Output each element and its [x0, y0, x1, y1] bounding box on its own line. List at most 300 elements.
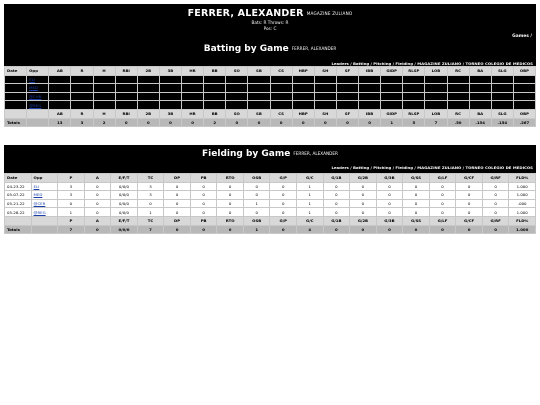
fielding-cell: 0: [58, 199, 85, 208]
fielding-total-cell: 0/0/0: [111, 225, 138, 234]
batting-header-row: [5, 67, 536, 76]
fielding-title: Fielding by Game: [202, 149, 291, 159]
batting-cell: 0: [137, 101, 159, 110]
batting-cell: 0: [314, 84, 336, 93]
batting-cell: [27, 75, 49, 84]
fielding-cell: 0: [84, 191, 111, 200]
batting-cell: .000: [513, 92, 535, 101]
fielding-cell: [31, 199, 58, 208]
fielding-total-cell: 7: [137, 225, 164, 234]
batting-cell: 0: [359, 92, 381, 101]
batting-cell: 0: [115, 101, 137, 110]
batting-cell: 0: [182, 75, 204, 84]
fielding-total-cell: 0: [376, 225, 403, 234]
batting-cell: .500: [491, 75, 513, 84]
fielding-col-header[interactable]: P: [58, 174, 85, 183]
batting-cell: 0: [93, 101, 115, 110]
batting-totals-col-header: CS: [270, 109, 292, 118]
batting-cell: 0: [270, 101, 292, 110]
batting-totals-col-header: RLSP: [403, 109, 425, 118]
batting-cell: 0: [115, 75, 137, 84]
player-name: FERRER, ALEXANDER: [187, 8, 304, 19]
opponent-link[interactable]: MED: [29, 85, 38, 91]
batting-total-cell: 0: [359, 118, 381, 127]
position: Pos: C: [263, 26, 277, 31]
fielding-cell: 1: [243, 199, 270, 208]
batting-cell: 0: [159, 84, 181, 93]
opponent-link[interactable]: MED: [33, 192, 43, 198]
fielding-col-header[interactable]: OSB: [243, 174, 270, 183]
fielding-totals-header-row: [5, 216, 536, 225]
fielding-section: [4, 145, 536, 234]
batting-totals-col-header: RC: [447, 109, 469, 118]
batting-cell: 0: [248, 92, 270, 101]
batting-cell: 0: [226, 101, 248, 110]
batting-totals-col-header: GIDP: [381, 109, 403, 118]
fielding-total-cell: 4: [297, 225, 324, 234]
batting-cell: 0: [336, 92, 358, 101]
batting-cell: .00: [447, 84, 469, 93]
batting-cell: 2: [93, 75, 115, 84]
batting-cell: 0: [137, 92, 159, 101]
batting-totals-col-header: RBI: [115, 109, 137, 118]
batting-col-header[interactable]: Opp: [27, 67, 49, 76]
fielding-total-cell: Totals: [5, 225, 32, 234]
batting-cell: 1: [204, 101, 226, 110]
batting-col-header[interactable]: 3B: [159, 67, 181, 76]
fielding-cell: 0: [217, 199, 244, 208]
fielding-cell: 0: [376, 199, 403, 208]
batting-cell: 05-21-22: [5, 92, 27, 101]
fielding-col-header[interactable]: FLD%: [509, 174, 536, 183]
batting-totals-col-header: [27, 109, 49, 118]
batting-cell: 0: [381, 101, 403, 110]
batting-cell: 0: [270, 92, 292, 101]
batting-table-row: [5, 84, 536, 93]
fielding-total-cell: 1.000: [509, 225, 536, 234]
fielding-totals-col-header: G/LF: [429, 216, 456, 225]
fielding-table-row: [5, 208, 536, 217]
batting-cell: 0: [182, 92, 204, 101]
fielding-cell: 0: [403, 199, 430, 208]
batting-cell: 0: [314, 101, 336, 110]
fielding-col-header[interactable]: PB: [190, 174, 217, 183]
fielding-totals-col-header: [5, 216, 32, 225]
fielding-subtitle: FERRER, ALEXANDER: [293, 151, 338, 156]
batting-cell: 0: [204, 75, 226, 84]
opponent-link[interactable]: @CHR: [29, 94, 42, 100]
fielding-cell: 0: [243, 208, 270, 217]
batting-totals-col-header: R: [71, 109, 93, 118]
batting-cell: 0: [71, 101, 93, 110]
batting-col-header[interactable]: RLSP: [403, 67, 425, 76]
stats-page: [4, 4, 536, 232]
fielding-totals-row: [5, 225, 536, 234]
fielding-totals-col-header: G/1B: [323, 216, 350, 225]
fielding-total-cell: 0: [217, 225, 244, 234]
batting-totals-col-header: 2B: [137, 109, 159, 118]
batting-col-header[interactable]: SO: [226, 67, 248, 76]
fielding-col-header[interactable]: G/1B: [323, 174, 350, 183]
batting-total-cell: 0: [270, 118, 292, 127]
batting-col-header[interactable]: 2B: [137, 67, 159, 76]
batting-cell: 0: [226, 92, 248, 101]
batting-nav-links[interactable]: Leaders / Batting / Pitching / Fielding / MAGAZINE ZULIANO / TORNEO COLEGIO DE MEDICOS: [331, 61, 533, 66]
batting-cell: 0: [137, 84, 159, 93]
fielding-total-cell: [31, 225, 58, 234]
fielding-cell: 0: [482, 208, 509, 217]
player-team: MAGAZINE ZULIANO: [306, 11, 353, 16]
batting-cell: 0: [381, 75, 403, 84]
fielding-total-cell: 0: [190, 225, 217, 234]
fielding-totals-col-header: G/P: [270, 216, 297, 225]
batting-cell: 0: [226, 84, 248, 93]
batting-cell: .000: [491, 84, 513, 93]
fielding-cell: 0: [190, 208, 217, 217]
batting-col-header[interactable]: R: [71, 67, 93, 76]
fielding-col-header[interactable]: G/2B: [350, 174, 377, 183]
fielding-cell: [31, 208, 58, 217]
batting-cell: 0: [226, 75, 248, 84]
batting-cell: 1: [71, 84, 93, 93]
batting-total-cell: 0: [314, 118, 336, 127]
batting-total-cell: 0: [336, 118, 358, 127]
fielding-cell: 0: [270, 182, 297, 191]
batting-cell: .000: [491, 92, 513, 101]
batting-col-header[interactable]: RC: [447, 67, 469, 76]
fielding-total-cell: 0: [482, 225, 509, 234]
batting-cell: 05-07-22: [5, 84, 27, 93]
batting-col-header[interactable]: SH: [314, 67, 336, 76]
batting-cell: 0: [115, 92, 137, 101]
batting-total-cell: Totals: [5, 118, 27, 127]
fielding-col-header[interactable]: G/3B: [376, 174, 403, 183]
fielding-cell: 05-21-22: [5, 199, 32, 208]
fielding-table-row: [5, 182, 536, 191]
batting-totals-col-header: AB: [49, 109, 71, 118]
batting-col-header[interactable]: SB: [248, 67, 270, 76]
batting-totals-col-header: HBP: [292, 109, 314, 118]
batting-cell: 05-28-22: [5, 101, 27, 110]
fielding-totals-col-header: RTO: [217, 216, 244, 225]
fielding-total-cell: 0: [429, 225, 456, 234]
fielding-cell: 0: [243, 191, 270, 200]
fielding-cell: 0: [482, 199, 509, 208]
batting-total-cell: 0: [115, 118, 137, 127]
fielding-cell: 0: [350, 208, 377, 217]
batting-totals-col-header: SF: [336, 109, 358, 118]
fielding-cell: 0: [350, 191, 377, 200]
batting-cell: .000: [491, 101, 513, 110]
batting-cell: .250: [513, 84, 535, 93]
batting-cell: 0: [336, 75, 358, 84]
fielding-totals-col-header: G/RF: [482, 216, 509, 225]
batting-col-header[interactable]: HR: [182, 67, 204, 76]
batting-cell: [27, 84, 49, 93]
batting-cell: 0: [292, 92, 314, 101]
batting-cell: 0: [292, 84, 314, 93]
fielding-col-header[interactable]: G/P: [270, 174, 297, 183]
batting-cell: 1: [425, 75, 447, 84]
fielding-col-header[interactable]: G/C: [297, 174, 324, 183]
fielding-cell: 0: [84, 199, 111, 208]
batting-col-header[interactable]: H: [93, 67, 115, 76]
fielding-cell: 0: [403, 182, 430, 191]
fielding-total-cell: 0: [164, 225, 191, 234]
batting-cell: .500: [469, 75, 491, 84]
fielding-cell: 0: [456, 191, 483, 200]
fielding-cell: 0: [190, 199, 217, 208]
batting-cell: 0: [314, 92, 336, 101]
batting-cell: .00: [447, 92, 469, 101]
fielding-cell: 0: [429, 199, 456, 208]
batting-col-header[interactable]: AB: [49, 67, 71, 76]
batting-cell: 0: [403, 75, 425, 84]
fielding-total-cell: 0: [84, 225, 111, 234]
batting-totals-col-header: IBB: [359, 109, 381, 118]
batting-cell: .05: [447, 101, 469, 110]
fielding-cell: 3: [58, 191, 85, 200]
fielding-cell: 0: [429, 208, 456, 217]
batting-cell: 4: [49, 75, 71, 84]
batting-cell: 0: [248, 84, 270, 93]
fielding-totals-col-header: OSB: [243, 216, 270, 225]
fielding-col-header[interactable]: Opp: [31, 174, 58, 183]
batting-cell: 0: [93, 84, 115, 93]
opponent-link[interactable]: ELI: [33, 183, 40, 189]
batting-table-row: [5, 101, 536, 110]
fielding-total-cell: 0: [456, 225, 483, 234]
fielding-cell: 0/0/0: [111, 199, 138, 208]
bats-throws: Bats: R Throws: R: [251, 20, 289, 25]
fielding-totals-col-header: FLD%: [509, 216, 536, 225]
fielding-cell: 0: [376, 208, 403, 217]
batting-total-cell: 0: [159, 118, 181, 127]
batting-col-header[interactable]: BA: [469, 67, 491, 76]
fielding-cell: 1: [297, 208, 324, 217]
fielding-cell: 0: [429, 191, 456, 200]
batting-col-header[interactable]: GIDP: [381, 67, 403, 76]
batting-total-cell: 3: [71, 118, 93, 127]
batting-totals-col-header: OBP: [513, 109, 535, 118]
fielding-cell: 0: [137, 199, 164, 208]
batting-col-header[interactable]: OBP: [513, 67, 535, 76]
fielding-cell: 0: [164, 208, 191, 217]
fielding-cell: 0: [429, 182, 456, 191]
fielding-cell: 0: [243, 182, 270, 191]
batting-cell: 4: [49, 101, 71, 110]
fielding-cell: 0: [270, 199, 297, 208]
fielding-cell: 0: [164, 191, 191, 200]
batting-cell: .500: [513, 75, 535, 84]
batting-cell: 0: [159, 92, 181, 101]
fielding-col-header[interactable]: G/LF: [429, 174, 456, 183]
batting-cell: .000: [469, 101, 491, 110]
opponent-link[interactable]: @REG: [29, 102, 42, 108]
batting-cell: 0: [270, 84, 292, 93]
fielding-cell: 3: [137, 182, 164, 191]
fielding-cell: [31, 182, 58, 191]
fielding-col-header[interactable]: G/SS: [403, 174, 430, 183]
batting-totals-col-header: BA: [469, 109, 491, 118]
batting-totals-col-header: 3B: [159, 109, 181, 118]
fielding-totals-col-header: TC: [137, 216, 164, 225]
games-link[interactable]: Games /: [512, 34, 532, 39]
batting-cell: 0: [292, 101, 314, 110]
fielding-cell: 0: [456, 199, 483, 208]
batting-totals-col-header: SB: [248, 109, 270, 118]
fielding-col-header[interactable]: G/CF: [456, 174, 483, 183]
fielding-cell: 1.000: [509, 191, 536, 200]
fielding-total-cell: 7: [58, 225, 85, 234]
batting-col-header[interactable]: LOB: [425, 67, 447, 76]
batting-total-cell: 1: [381, 118, 403, 127]
batting-totals-row: [5, 118, 536, 127]
fielding-col-header[interactable]: E/F/T: [111, 174, 138, 183]
batting-cell: .000: [513, 101, 535, 110]
batting-total-cell: 0: [226, 118, 248, 127]
batting-cell: 0: [248, 101, 270, 110]
fielding-totals-col-header: A: [84, 216, 111, 225]
batting-col-header[interactable]: BB: [204, 67, 226, 76]
batting-col-header[interactable]: Date: [5, 67, 27, 76]
fielding-total-cell: 0: [270, 225, 297, 234]
fielding-totals-col-header: PB: [190, 216, 217, 225]
batting-cell: [27, 101, 49, 110]
batting-cell: 0: [182, 84, 204, 93]
fielding-col-header[interactable]: RTO: [217, 174, 244, 183]
batting-totals-col-header: SH: [314, 109, 336, 118]
fielding-cell: 0: [456, 208, 483, 217]
fielding-cell: 3: [137, 191, 164, 200]
batting-table-row: [5, 92, 536, 101]
fielding-cell: 1.000: [509, 182, 536, 191]
fielding-cell: 0: [376, 182, 403, 191]
batting-col-header[interactable]: SF: [336, 67, 358, 76]
batting-table: [4, 66, 536, 127]
fielding-cell: 1: [58, 208, 85, 217]
batting-cell: 1: [71, 92, 93, 101]
batting-cell: 0: [425, 92, 447, 101]
batting-cell: 2: [403, 84, 425, 93]
batting-cell: [27, 92, 49, 101]
fielding-cell: 0: [164, 182, 191, 191]
batting-total-cell: [27, 118, 49, 127]
opponent-link[interactable]: @REG: [33, 209, 46, 215]
opponent-link[interactable]: @CER: [33, 201, 46, 207]
batting-cell: 0: [403, 92, 425, 101]
batting-cell: 0: [381, 92, 403, 101]
batting-col-header[interactable]: CS: [270, 67, 292, 76]
fielding-cell: 0: [84, 182, 111, 191]
batting-cell: .000: [469, 84, 491, 93]
fielding-header: [4, 145, 536, 173]
batting-totals-col-header: SO: [226, 109, 248, 118]
batting-total-cell: .154: [469, 118, 491, 127]
fielding-col-header[interactable]: A: [84, 174, 111, 183]
batting-cell: 2: [49, 92, 71, 101]
batting-col-header[interactable]: HBP: [292, 67, 314, 76]
player-bio: [4, 20, 536, 32]
fielding-cell: 0: [403, 208, 430, 217]
batting-cell: 1: [71, 75, 93, 84]
batting-cell: 0: [204, 92, 226, 101]
fielding-header-row: [5, 174, 536, 183]
fielding-cell: [31, 191, 58, 200]
fielding-totals-col-header: E/F/T: [111, 216, 138, 225]
batting-subtitle: FERRER, ALEXANDER: [291, 46, 337, 51]
batting-total-cell: .50: [447, 118, 469, 127]
batting-table-row: [5, 75, 536, 84]
fielding-totals-col-header: G/3B: [376, 216, 403, 225]
opponent-link[interactable]: ELI: [29, 76, 35, 82]
fielding-col-header[interactable]: DP: [164, 174, 191, 183]
batting-cell: 1.00: [447, 75, 469, 84]
fielding-nav-links[interactable]: Leaders / Batting / Pitching / Fielding / MAGAZINE ZULIANO / TORNEO COLEGIO DE MEDICOS: [331, 165, 533, 170]
fielding-cell: 0: [270, 191, 297, 200]
fielding-cell: 05-28-22: [5, 208, 32, 217]
fielding-cell: 0/0/0: [111, 208, 138, 217]
fielding-totals-col-header: [31, 216, 58, 225]
fielding-cell: 0: [217, 208, 244, 217]
fielding-cell: 1.000: [509, 208, 536, 217]
batting-cell: 0: [159, 75, 181, 84]
fielding-cell: 0: [350, 182, 377, 191]
batting-col-header[interactable]: RBI: [115, 67, 137, 76]
fielding-col-header[interactable]: Date: [5, 174, 32, 183]
fielding-cell: 05-07-22: [5, 191, 32, 200]
fielding-cell: 1: [297, 191, 324, 200]
fielding-total-cell: 0: [403, 225, 430, 234]
batting-cell: 0: [248, 75, 270, 84]
fielding-table-row: [5, 191, 536, 200]
fielding-totals-col-header: P: [58, 216, 85, 225]
fielding-total-cell: 1: [243, 225, 270, 234]
batting-cell: .000: [469, 92, 491, 101]
batting-total-cell: 2: [204, 118, 226, 127]
batting-cell: 0: [359, 101, 381, 110]
batting-cell: 0: [359, 75, 381, 84]
batting-cell: 0: [93, 92, 115, 101]
batting-col-header[interactable]: IBB: [359, 67, 381, 76]
batting-title-line: [4, 44, 536, 54]
batting-title: Batting by Game: [203, 44, 289, 54]
fielding-col-header[interactable]: TC: [137, 174, 164, 183]
fielding-cell: 0: [403, 191, 430, 200]
batting-total-cell: 0: [248, 118, 270, 127]
batting-col-header[interactable]: SLG: [491, 67, 513, 76]
batting-cell: 1: [204, 84, 226, 93]
fielding-cell: 0: [350, 199, 377, 208]
batting-cell: 0: [137, 75, 159, 84]
fielding-cell: 0: [323, 191, 350, 200]
batting-total-cell: 5: [403, 118, 425, 127]
fielding-table: [4, 173, 536, 234]
batting-cell: 0: [314, 75, 336, 84]
fielding-total-cell: 0: [350, 225, 377, 234]
batting-cell: 0: [182, 101, 204, 110]
batting-total-cell: 0: [182, 118, 204, 127]
fielding-cell: 0: [456, 182, 483, 191]
fielding-cell: 0: [323, 199, 350, 208]
fielding-totals-col-header: G/C: [297, 216, 324, 225]
batting-totals-col-header: H: [93, 109, 115, 118]
fielding-cell: 0: [84, 208, 111, 217]
fielding-cell: 0: [482, 191, 509, 200]
fielding-col-header[interactable]: G/RF: [482, 174, 509, 183]
player-name-line: [4, 8, 536, 19]
fielding-cell: 0: [482, 182, 509, 191]
